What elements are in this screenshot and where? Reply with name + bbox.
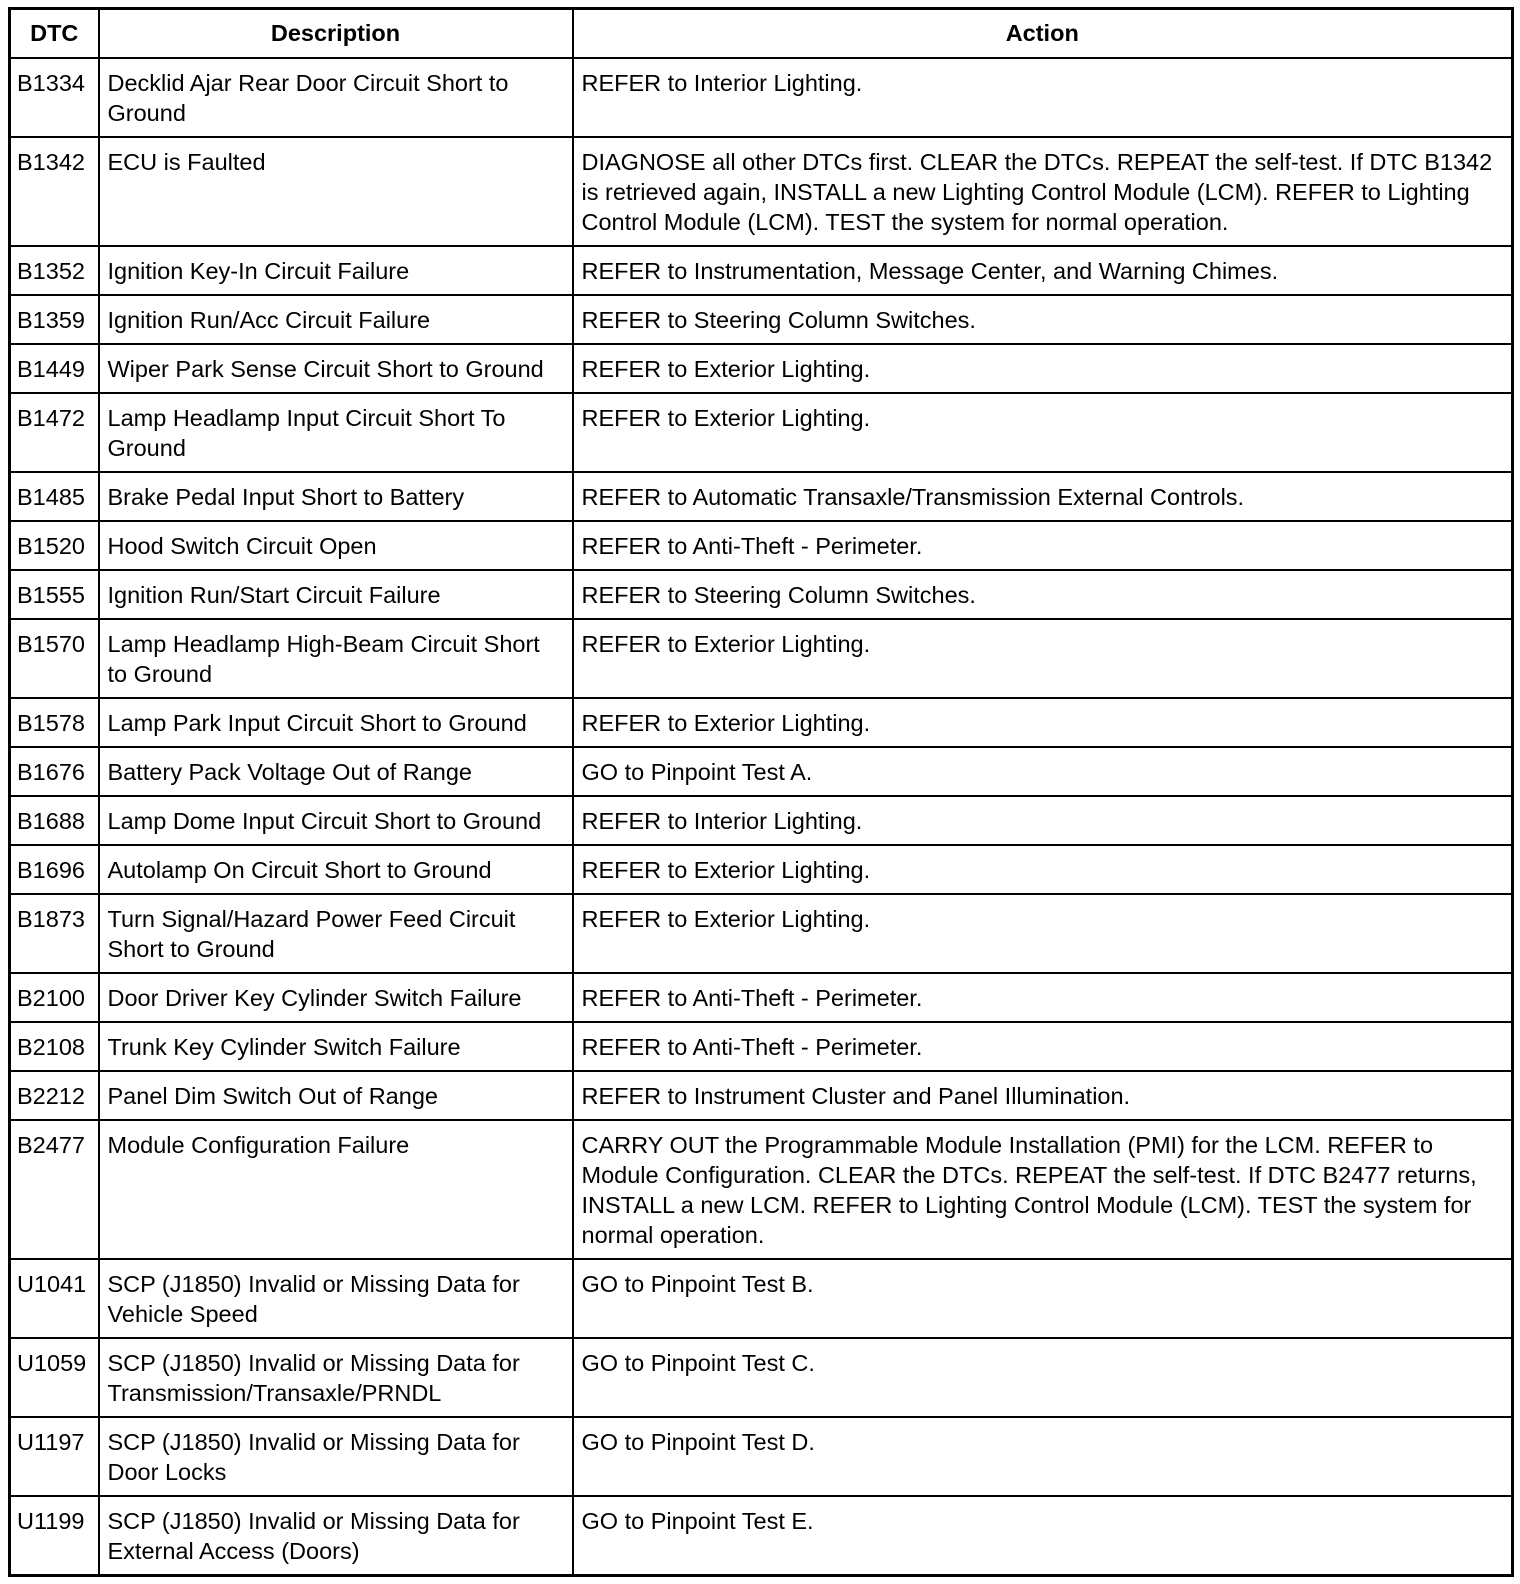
table-row	[10, 393, 1513, 472]
action-cell: REFER to Exterior Lighting.	[573, 393, 1513, 472]
description-cell: Ignition Run/Acc Circuit Failure	[99, 295, 573, 344]
table-row	[10, 1496, 1513, 1576]
dtc-code-cell: B1449	[10, 344, 99, 393]
table-row	[10, 58, 1513, 137]
description-cell: Hood Switch Circuit Open	[99, 521, 573, 570]
description-cell: Lamp Dome Input Circuit Short to Ground	[99, 796, 573, 845]
table-row	[10, 344, 1513, 393]
table-row	[10, 295, 1513, 344]
table-row	[10, 1120, 1513, 1259]
action-cell: REFER to Interior Lighting.	[573, 58, 1513, 137]
dtc-code-cell: U1059	[10, 1338, 99, 1417]
table-row	[10, 698, 1513, 747]
dtc-table-container	[8, 7, 1511, 1577]
table-row	[10, 137, 1513, 246]
dtc-code-cell: U1041	[10, 1259, 99, 1338]
dtc-table	[8, 7, 1514, 1577]
action-cell: REFER to Exterior Lighting.	[573, 619, 1513, 698]
action-cell: CARRY OUT the Programmable Module Installation (PMI) for the LCM. REFER to Module Configuration. CLEAR the DTCs. REPEAT the self-test. If DTC B2477 returns, INSTALL a new LCM. REFER to Lighting Control Module (LCM). TEST the system for normal operation.	[573, 1120, 1513, 1259]
description-cell: Lamp Headlamp High-Beam Circuit Short to Ground	[99, 619, 573, 698]
dtc-code-cell: B1472	[10, 393, 99, 472]
dtc-code-cell: B1342	[10, 137, 99, 246]
table-row	[10, 246, 1513, 295]
dtc-code-cell: B2477	[10, 1120, 99, 1259]
table-row	[10, 973, 1513, 1022]
action-cell: REFER to Interior Lighting.	[573, 796, 1513, 845]
dtc-code-cell: B1578	[10, 698, 99, 747]
table-row	[10, 845, 1513, 894]
table-row	[10, 796, 1513, 845]
action-cell: GO to Pinpoint Test A.	[573, 747, 1513, 796]
dtc-code-cell: B2100	[10, 973, 99, 1022]
table-row	[10, 747, 1513, 796]
dtc-code-cell: B1676	[10, 747, 99, 796]
dtc-code-cell: B2108	[10, 1022, 99, 1071]
description-cell: SCP (J1850) Invalid or Missing Data for Door Locks	[99, 1417, 573, 1496]
action-cell: REFER to Steering Column Switches.	[573, 295, 1513, 344]
dtc-code-cell: B1873	[10, 894, 99, 973]
description-cell: Turn Signal/Hazard Power Feed Circuit Short to Ground	[99, 894, 573, 973]
action-cell: REFER to Exterior Lighting.	[573, 894, 1513, 973]
table-row	[10, 521, 1513, 570]
action-cell: REFER to Exterior Lighting.	[573, 845, 1513, 894]
description-cell: Panel Dim Switch Out of Range	[99, 1071, 573, 1120]
description-cell: ECU is Faulted	[99, 137, 573, 246]
action-cell: REFER to Exterior Lighting.	[573, 698, 1513, 747]
table-row	[10, 1338, 1513, 1417]
action-cell: REFER to Anti-Theft - Perimeter.	[573, 1022, 1513, 1071]
description-cell: Decklid Ajar Rear Door Circuit Short to Ground	[99, 58, 573, 137]
action-cell: REFER to Automatic Transaxle/Transmission External Controls.	[573, 472, 1513, 521]
action-cell: REFER to Anti-Theft - Perimeter.	[573, 973, 1513, 1022]
table-body	[10, 58, 1513, 1576]
action-cell: REFER to Anti-Theft - Perimeter.	[573, 521, 1513, 570]
column-header-description: Description	[99, 9, 573, 59]
dtc-code-cell: U1199	[10, 1496, 99, 1576]
table-row	[10, 619, 1513, 698]
action-cell: GO to Pinpoint Test D.	[573, 1417, 1513, 1496]
description-cell: Brake Pedal Input Short to Battery	[99, 472, 573, 521]
description-cell: Ignition Run/Start Circuit Failure	[99, 570, 573, 619]
action-cell: DIAGNOSE all other DTCs first. CLEAR the DTCs. REPEAT the self-test. If DTC B1342 is retrieved again, INSTALL a new Lighting Control Module (LCM). REFER to Lighting Control Module (LCM). TEST the system for normal operation.	[573, 137, 1513, 246]
action-cell: GO to Pinpoint Test E.	[573, 1496, 1513, 1576]
dtc-code-cell: U1197	[10, 1417, 99, 1496]
dtc-code-cell: B1485	[10, 472, 99, 521]
table-row	[10, 1417, 1513, 1496]
action-cell: REFER to Exterior Lighting.	[573, 344, 1513, 393]
dtc-code-cell: B1359	[10, 295, 99, 344]
dtc-code-cell: B1334	[10, 58, 99, 137]
dtc-code-cell: B1688	[10, 796, 99, 845]
description-cell: Module Configuration Failure	[99, 1120, 573, 1259]
action-cell: GO to Pinpoint Test C.	[573, 1338, 1513, 1417]
description-cell: Trunk Key Cylinder Switch Failure	[99, 1022, 573, 1071]
table-row	[10, 1259, 1513, 1338]
table-row	[10, 1022, 1513, 1071]
description-cell: SCP (J1850) Invalid or Missing Data for Vehicle Speed	[99, 1259, 573, 1338]
description-cell: Lamp Headlamp Input Circuit Short To Ground	[99, 393, 573, 472]
dtc-code-cell: B1696	[10, 845, 99, 894]
action-cell: REFER to Steering Column Switches.	[573, 570, 1513, 619]
table-row	[10, 894, 1513, 973]
dtc-code-cell: B1555	[10, 570, 99, 619]
dtc-code-cell: B2212	[10, 1071, 99, 1120]
column-header-action: Action	[573, 9, 1513, 59]
description-cell: Wiper Park Sense Circuit Short to Ground	[99, 344, 573, 393]
description-cell: Autolamp On Circuit Short to Ground	[99, 845, 573, 894]
action-cell: GO to Pinpoint Test B.	[573, 1259, 1513, 1338]
description-cell: Door Driver Key Cylinder Switch Failure	[99, 973, 573, 1022]
description-cell: SCP (J1850) Invalid or Missing Data for Transmission/Transaxle/PRNDL	[99, 1338, 573, 1417]
dtc-code-cell: B1570	[10, 619, 99, 698]
dtc-code-cell: B1352	[10, 246, 99, 295]
description-cell: Battery Pack Voltage Out of Range	[99, 747, 573, 796]
description-cell: Lamp Park Input Circuit Short to Ground	[99, 698, 573, 747]
action-cell: REFER to Instrumentation, Message Center, and Warning Chimes.	[573, 246, 1513, 295]
description-cell: SCP (J1850) Invalid or Missing Data for External Access (Doors)	[99, 1496, 573, 1576]
column-header-dtc: DTC	[10, 9, 99, 59]
action-cell: REFER to Instrument Cluster and Panel Illumination.	[573, 1071, 1513, 1120]
dtc-code-cell: B1520	[10, 521, 99, 570]
table-row	[10, 472, 1513, 521]
table-row	[10, 570, 1513, 619]
table-row	[10, 1071, 1513, 1120]
table-header-row	[10, 9, 1513, 59]
description-cell: Ignition Key-In Circuit Failure	[99, 246, 573, 295]
